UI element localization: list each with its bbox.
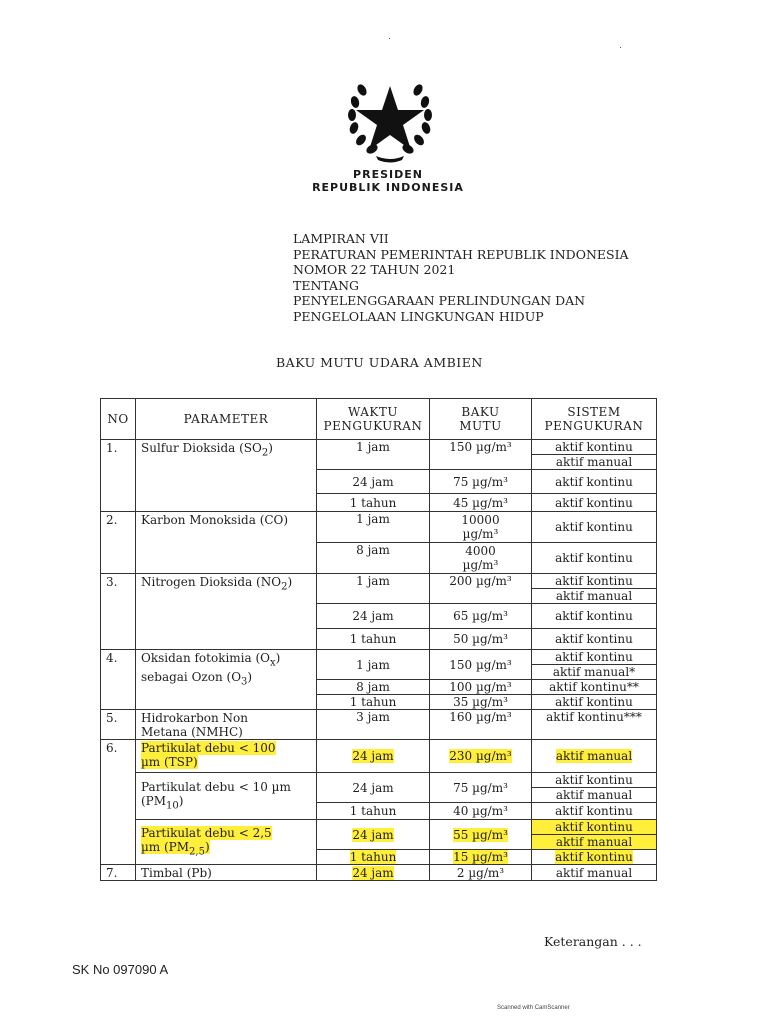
row-waktu: 1 jam (317, 440, 430, 470)
row-waktu: 24 jam (317, 470, 430, 494)
row-baku: 200 µg/m³ (430, 574, 532, 604)
row-sistem: aktif manual (532, 865, 657, 881)
row-sistem: aktif kontinu aktif manual* (532, 650, 657, 680)
table-row (101, 710, 657, 740)
row-waktu: 24 jam (317, 604, 430, 629)
row-waktu: 1 jam (317, 650, 430, 680)
row-parameter: Oksidan fotokimia $(O_x)$ sebagai Ozon $(O_3)$ (136, 650, 317, 710)
sk-number: SK No 097090 A (72, 962, 169, 977)
row-baku: 160 µg/m³ (430, 710, 532, 740)
lampiran-line: PENYELENGGARAAN PERLINDUNGAN DAN (293, 293, 586, 308)
row-sistem: aktif kontinu (532, 629, 657, 650)
document-title: BAKU MUTU UDARA AMBIEN (276, 355, 483, 370)
table-row (101, 773, 657, 803)
row-parameter: Partikulat debu < 100 µm (TSP) (136, 740, 317, 773)
row-baku: 10000 µg/m³ (430, 512, 532, 543)
row-no: 3. (101, 574, 136, 650)
row-waktu: 8 jam (317, 543, 430, 574)
row-waktu: 1 jam (317, 512, 430, 543)
table-header-row (101, 399, 657, 440)
row-waktu: 1 tahun (317, 850, 430, 865)
row-baku: 15 µg/m³ (430, 850, 532, 865)
table-row (101, 740, 657, 773)
row-parameter: Sulfur Dioksida $(SO_2)$ (136, 440, 317, 512)
row-sistem: aktif kontinu (532, 470, 657, 494)
row-sistem: aktif kontinu (532, 512, 657, 543)
row-sistem: aktif kontinu (532, 695, 657, 710)
row-parameter: Karbon Monoksida (CO) (136, 512, 317, 574)
row-no: 7. (101, 865, 136, 881)
row-baku: 150 µg/m³ (430, 650, 532, 680)
lampiran-line: NOMOR 22 TAHUN 2021 (293, 262, 456, 277)
row-waktu: 1 tahun (317, 494, 430, 512)
header-president: PRESIDEN (353, 168, 423, 181)
row-no: 4. (101, 650, 136, 710)
row-sistem: aktif kontinu (532, 604, 657, 629)
row-baku: 45 µg/m³ (430, 494, 532, 512)
row-sistem: aktif kontinu (532, 543, 657, 574)
row-parameter: Timbal (Pb) (136, 865, 317, 881)
row-parameter: Hidrokarbon Non Metana (NMHC) (136, 710, 317, 740)
lampiran-line: PENGELOLAAN LINGKUNGAN HIDUP (293, 308, 544, 324)
row-parameter: Nitrogen Dioksida $(NO_2)$ (136, 574, 317, 650)
row-no: 6. (101, 740, 136, 865)
row-waktu: 1 tahun (317, 629, 430, 650)
header-baku: BAKU MUTU (430, 399, 532, 440)
table-row (101, 650, 657, 680)
garuda-star-emblem-icon (342, 72, 438, 164)
lampiran-block (293, 231, 629, 324)
row-parameter: Partikulat debu < 10 µm $(PM_{10})$ (136, 773, 317, 820)
header-waktu: WAKTU PENGUKURAN (317, 399, 430, 440)
lampiran-line: LAMPIRAN VII (293, 231, 389, 246)
air-quality-table (100, 398, 657, 881)
scan-speck (620, 47, 621, 48)
row-baku: 4000 µg/m³ (430, 543, 532, 574)
table-row (101, 512, 657, 543)
row-baku: 65 µg/m³ (430, 604, 532, 629)
row-sistem: aktif kontinu (532, 494, 657, 512)
lampiran-line: TENTANG (293, 277, 360, 293)
row-waktu: 24 jam (317, 820, 430, 850)
row-sistem: aktif kontinu (532, 850, 657, 865)
row-waktu: 3 jam (317, 710, 430, 740)
lampiran-line: PERATURAN PEMERINTAH REPUBLIK INDONESIA (293, 246, 629, 262)
row-sistem: aktif manual (532, 740, 657, 773)
scan-speck (389, 38, 390, 39)
row-baku: 75 µg/m³ (430, 470, 532, 494)
row-sistem: aktif kontinu*** (532, 710, 657, 740)
table-row (101, 574, 657, 604)
scanner-watermark: Scanned with CamScanner (497, 1005, 570, 1011)
row-waktu: 24 jam (317, 865, 430, 881)
row-baku: 150 µg/m³ (430, 440, 532, 470)
row-no: 5. (101, 710, 136, 740)
row-waktu: 24 jam (317, 773, 430, 803)
header-no: NO (101, 399, 136, 440)
row-sistem: aktif kontinu aktif manual (532, 773, 657, 803)
row-no: 2. (101, 512, 136, 574)
header-republic: REPUBLIK INDONESIA (312, 181, 464, 194)
row-baku: 230 µg/m³ (430, 740, 532, 773)
row-baku: 35 µg/m³ (430, 695, 532, 710)
header-sistem: SISTEM PENGUKURAN (532, 399, 657, 440)
row-waktu: 1 tahun (317, 803, 430, 820)
row-waktu: 1 tahun (317, 695, 430, 710)
row-sistem: aktif kontinu aktif manual (532, 440, 657, 470)
row-sistem: aktif kontinu aktif manual (532, 574, 657, 604)
row-no: 1. (101, 440, 136, 512)
row-baku: 40 µg/m³ (430, 803, 532, 820)
row-waktu: 1 jam (317, 574, 430, 604)
row-baku: 100 µg/m³ (430, 680, 532, 695)
row-baku: 75 µg/m³ (430, 773, 532, 803)
header-parameter: PARAMETER (136, 399, 317, 440)
table-row (101, 820, 657, 850)
row-baku: 2 µg/m³ (430, 865, 532, 881)
row-sistem: aktif kontinu (532, 803, 657, 820)
row-waktu: 8 jam (317, 680, 430, 695)
table-row (101, 865, 657, 881)
row-baku: 55 µg/m³ (430, 820, 532, 850)
row-parameter: Partikulat debu < 2,5 µm $(PM_{2,5})$ (136, 820, 317, 865)
table-row (101, 440, 657, 470)
row-baku: 50 µg/m³ (430, 629, 532, 650)
keterangan-note: Keterangan . . . (544, 934, 642, 949)
row-sistem: aktif kontinu** (532, 680, 657, 695)
row-sistem: aktif kontinu aktif manual (532, 820, 657, 850)
row-waktu: 24 jam (317, 740, 430, 773)
